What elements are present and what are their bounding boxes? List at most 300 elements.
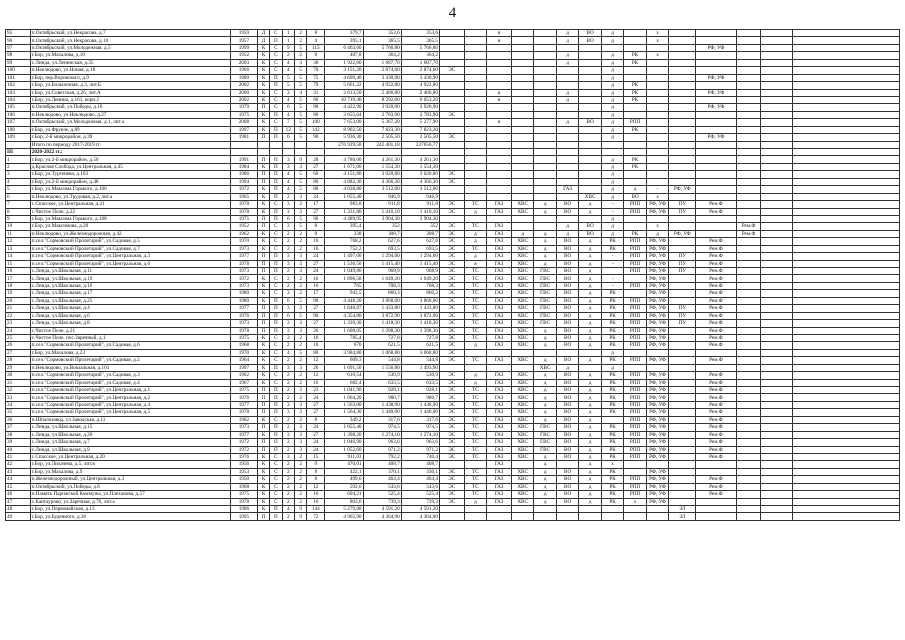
table-cell: 627,6 (401, 238, 439, 245)
table-cell: 4 (282, 178, 294, 185)
table-cell: 317,6 (363, 416, 401, 423)
table-cell: 26 (6, 342, 31, 349)
table-cell: п.сел."Сормовский Пролетарий", ул.Центральная, д.6 (30, 260, 230, 267)
table-cell: с.Линда, ул.Школьная, д.17 (30, 290, 230, 297)
table-cell: 2 (294, 334, 306, 341)
table-row (6, 134, 900, 141)
table-cell (669, 297, 696, 304)
table-cell: 106 (6, 111, 31, 118)
table-cell: 353,6 (401, 30, 439, 37)
table-cell: К (257, 506, 269, 513)
table-cell: ХВС (511, 260, 533, 267)
table-cell: Рем.Ф (696, 334, 736, 341)
table-cell: п.Октябрьский, ул.Некрасова, д.10 (30, 37, 230, 44)
table-cell: ЭС (439, 439, 464, 446)
table-cell: ХВС (511, 409, 533, 416)
table-cell: д (556, 89, 578, 96)
table-cell: РФ, УФ (646, 357, 668, 364)
table-cell: ТС (464, 468, 486, 475)
table-cell: г.Бор, ул.Махалова, д.9 (30, 468, 230, 475)
table-cell: д (464, 208, 486, 215)
table-cell (624, 37, 646, 44)
table-cell: с.Линда, ул.Школьная, д.4 (30, 305, 230, 312)
table-cell: ЭС (439, 453, 464, 460)
table-row (6, 282, 900, 289)
table-cell (646, 163, 668, 170)
table-cell: ВО (556, 387, 578, 394)
table-cell: 3 (282, 409, 294, 416)
table-cell: РФ, УФ (696, 44, 736, 51)
table-cell (792, 253, 899, 260)
table-cell (761, 476, 792, 483)
table-cell: 24 (307, 439, 325, 446)
table-cell (646, 149, 668, 156)
table-cell (601, 149, 623, 156)
table-cell (534, 59, 556, 66)
table-cell: ТС (464, 312, 486, 319)
table-cell: 2 (282, 498, 294, 505)
table-row (6, 387, 900, 394)
table-cell (792, 327, 899, 334)
table-cell: 785,4 (325, 334, 363, 341)
table-cell: П (257, 134, 269, 141)
table-cell: ЭС (439, 498, 464, 505)
table-cell: д (534, 394, 556, 401)
table-cell: д (601, 349, 623, 356)
table-cell: ХВС (511, 372, 533, 379)
table-cell: 3 (294, 193, 306, 200)
table-cell (464, 364, 486, 371)
table-cell (307, 149, 325, 156)
table-cell: РПП (624, 416, 646, 423)
table-cell (761, 379, 792, 386)
table-cell: 2 (282, 275, 294, 282)
table-cell: 9 (294, 156, 306, 163)
table-cell: ВО (556, 446, 578, 453)
table-cell: 17 (307, 201, 325, 208)
table-cell (601, 268, 623, 275)
table-cell: 2 (282, 268, 294, 275)
table-cell: 108 (6, 126, 31, 133)
table-cell (511, 126, 533, 133)
table-cell (624, 141, 646, 148)
table-cell (792, 201, 899, 208)
table-cell: п.Неклюдово, ул.Железнодорожная, д.42 (30, 230, 230, 237)
table-cell: ЭС (439, 483, 464, 490)
table-cell: д (579, 476, 601, 483)
table-cell (761, 491, 792, 498)
table-cell: РПП (624, 327, 646, 334)
table-cell: 12 (282, 126, 294, 133)
table-cell: ТС (464, 439, 486, 446)
table-row (6, 89, 900, 96)
table-cell: д (579, 268, 601, 275)
table-cell: С (270, 119, 282, 126)
table-cell (736, 119, 761, 126)
table-cell (579, 82, 601, 89)
table-cell: ЭС (439, 238, 464, 245)
table-cell (270, 149, 282, 156)
table-cell: 5 (294, 297, 306, 304)
table-cell: Рем.Ф (696, 245, 736, 252)
table-cell: 17 (307, 290, 325, 297)
table-cell (646, 126, 668, 133)
table-cell: х (624, 498, 646, 505)
table-cell: К (257, 334, 269, 341)
table-cell: д (556, 37, 578, 44)
table-cell: 379,7 (325, 30, 363, 37)
table-row (6, 327, 900, 334)
table-cell: 24 (307, 253, 325, 260)
table-cell: 2 (294, 416, 306, 423)
table-cell: ВО (556, 379, 578, 386)
table-cell: я (487, 96, 512, 103)
table-cell (282, 149, 294, 156)
table-cell (669, 74, 696, 81)
table-cell: ТС (464, 409, 486, 416)
table-cell (487, 186, 512, 193)
table-cell: К (257, 498, 269, 505)
table-cell (669, 387, 696, 394)
table-cell (511, 349, 533, 356)
table-cell: 407,8 (325, 52, 363, 59)
table-cell: 2020-2022 гг.: (30, 149, 230, 156)
table-cell (792, 468, 899, 475)
table-cell (736, 498, 761, 505)
table-cell: ТС (464, 387, 486, 394)
table-cell (761, 59, 792, 66)
table-cell (736, 201, 761, 208)
table-cell: 5 367,20 (363, 119, 401, 126)
table-cell (736, 37, 761, 44)
table-cell: 2 (294, 275, 306, 282)
table-cell: 971,2 (401, 446, 439, 453)
table-cell (624, 215, 646, 222)
table-cell: 1966 (230, 67, 257, 74)
table-cell: г.Бор, ул.Максима Горького, д.108 (30, 215, 230, 222)
table-cell: РПП (624, 394, 646, 401)
table-cell (511, 178, 533, 185)
table-cell: 1959 (230, 30, 257, 37)
table-cell: П (257, 178, 269, 185)
table-cell: 90 (307, 134, 325, 141)
table-cell: 7 653,00 (325, 119, 363, 126)
table-cell: П (270, 364, 282, 371)
table-cell (439, 126, 464, 133)
table-cell: 7 (6, 201, 31, 208)
table-cell (736, 208, 761, 215)
table-cell (579, 67, 601, 74)
table-cell: 1978 (230, 201, 257, 208)
table-cell: ВО (556, 305, 578, 312)
table-cell (511, 506, 533, 513)
table-cell: К (257, 372, 269, 379)
table-cell: 3 (294, 439, 306, 446)
table-cell: 3 (294, 431, 306, 438)
table-cell: 2 466,80 (401, 89, 439, 96)
table-cell: 3 (282, 89, 294, 96)
table-cell (761, 453, 792, 460)
table-cell: 2 (294, 453, 306, 460)
table-cell (601, 513, 623, 520)
table-row (6, 82, 900, 89)
table-cell: д (579, 312, 601, 319)
table-cell: 1 415,40 (401, 260, 439, 267)
table-cell: РФ, УФ (646, 394, 668, 401)
table-cell: д (579, 431, 601, 438)
table-cell: д (556, 230, 578, 237)
table-cell: 1 671,00 (325, 163, 363, 170)
table-cell (792, 230, 899, 237)
table-cell (534, 171, 556, 178)
table-cell: 100 (6, 67, 31, 74)
table-cell: РК (601, 245, 623, 252)
table-cell: ХВС (511, 483, 533, 490)
table-cell: 4 (282, 349, 294, 356)
table-cell: 1 438,90 (363, 401, 401, 408)
table-cell: 107 (6, 119, 31, 126)
table-cell: 26 (307, 364, 325, 371)
table-cell (487, 134, 512, 141)
table-cell: ГАЗ (487, 230, 512, 237)
table-cell (761, 372, 792, 379)
table-cell: ВО (556, 394, 578, 401)
table-cell (696, 141, 736, 148)
table-cell (696, 67, 736, 74)
table-cell: ГАЗ (487, 201, 512, 208)
table-cell: П (270, 394, 282, 401)
table-cell: ПУ (669, 320, 696, 327)
table-cell: Рем.Ф (696, 401, 736, 408)
table-cell (736, 387, 761, 394)
table-cell: ВО (556, 498, 578, 505)
table-cell: д (534, 372, 556, 379)
table-cell: 499,6 (325, 476, 363, 483)
table-cell (624, 149, 646, 156)
table-cell: П (270, 401, 282, 408)
table-cell (464, 156, 486, 163)
table-cell: 1973 (230, 424, 257, 431)
table-cell (669, 446, 696, 453)
table-cell: Рем.Ф (736, 223, 761, 230)
table-cell: 2 505,50 (363, 134, 401, 141)
table-cell: ПУ (669, 312, 696, 319)
table-cell: 95 (6, 30, 31, 37)
table-cell (556, 126, 578, 133)
table-cell: д (601, 30, 623, 37)
table-cell: 3 (294, 320, 306, 327)
table-cell: д (579, 260, 601, 267)
table-cell (646, 171, 668, 178)
table-cell: г.Бор, ул.2-й микрорайон, д.50 (30, 156, 230, 163)
table-cell: 317,6 (401, 416, 439, 423)
table-row (6, 208, 900, 215)
table-cell: 60 (307, 171, 325, 178)
table-cell: РФ, УФ (646, 416, 668, 423)
table-cell: РПП (624, 453, 646, 460)
table-cell: п.сел."Сормовский Пролетарий", ул.Центральная, д.5 (30, 409, 230, 416)
table-cell: д (601, 171, 623, 178)
table-cell: П (257, 253, 269, 260)
table-cell: 27 (307, 401, 325, 408)
table-cell: 142 (307, 126, 325, 133)
table-cell (669, 111, 696, 118)
table-cell: д (464, 372, 486, 379)
table-cell (696, 461, 736, 468)
table-cell: 2 (282, 52, 294, 59)
table-cell: с.Линда, ул.Школьная, д.25 (30, 297, 230, 304)
table-cell (439, 82, 464, 89)
table-cell: РПП (624, 491, 646, 498)
table-cell: 3 (294, 409, 306, 416)
table-cell: РК (601, 483, 623, 490)
table-cell: 1 564,30 (325, 409, 363, 416)
table-row (6, 401, 900, 408)
table-cell: с.Линда, ул.Школьная, д.19 (30, 275, 230, 282)
table-cell: К (257, 59, 269, 66)
table-cell: 21 (6, 305, 31, 312)
table-cell: К (257, 416, 269, 423)
table-cell: 3 151,20 (325, 67, 363, 74)
table-cell: 1 055,40 (325, 193, 363, 200)
table-cell: 1973 (230, 268, 257, 275)
table-cell (761, 67, 792, 74)
table-cell: РК (624, 96, 646, 103)
table-cell: Рем.Ф (696, 312, 736, 319)
table-cell: 4 261,30 (401, 156, 439, 163)
table-cell: ТС (464, 491, 486, 498)
table-cell: д (579, 372, 601, 379)
table-cell (792, 186, 899, 193)
table-cell (556, 506, 578, 513)
table-cell: д (556, 30, 578, 37)
table-cell: ТС (464, 275, 486, 282)
table-cell (696, 171, 736, 178)
table-cell: 16 (307, 275, 325, 282)
table-cell: 2 613,50 (325, 89, 363, 96)
table-cell: 3 (294, 208, 306, 215)
table-cell (736, 439, 761, 446)
table-cell (792, 357, 899, 364)
table-cell: С (270, 245, 282, 252)
table-cell: 2 (282, 476, 294, 483)
table-cell: П (270, 424, 282, 431)
table-cell: 2 (294, 461, 306, 468)
table-cell: П (270, 215, 282, 222)
table-cell: ВО (556, 253, 578, 260)
table-cell: ТС (464, 305, 486, 312)
table-cell: 237656,77 (401, 141, 439, 148)
table-cell: 1 (6, 156, 31, 163)
table-cell: 24 (307, 446, 325, 453)
table-cell: ТС (464, 424, 486, 431)
table-cell: 1 440,00 (363, 409, 401, 416)
table-cell: 2 (282, 394, 294, 401)
table-cell: 911,03 (325, 453, 363, 460)
table-cell: К (257, 379, 269, 386)
table-cell: С (270, 230, 282, 237)
table-cell: д (534, 387, 556, 394)
table-cell: К (257, 364, 269, 371)
table-cell (669, 498, 696, 505)
table-cell: 24 (307, 268, 325, 275)
table-cell: 103 (6, 89, 31, 96)
table-cell (792, 67, 899, 74)
table-cell: д (601, 59, 623, 66)
table-cell (487, 141, 512, 148)
table-cell: 2 (294, 342, 306, 349)
table-cell: 3 920,90 (401, 104, 439, 111)
table-cell: ЭС (439, 178, 464, 185)
table-cell (669, 394, 696, 401)
table-cell: 5 279,88 (325, 506, 363, 513)
table-cell: 2 (294, 372, 306, 379)
table-cell: 24 (307, 424, 325, 431)
table-cell: г.Бор, ул.Советская, д.26, лит.А (30, 89, 230, 96)
table-cell (792, 52, 899, 59)
table-cell: 1 649,20 (363, 275, 401, 282)
table-cell: п.сел."Сормовский Пролетарий", ул.Садовая, д.4 (30, 379, 230, 386)
table-cell (696, 149, 736, 156)
table-cell: х (646, 30, 668, 37)
table-cell: К (257, 275, 269, 282)
table-cell: РФ, УФ (646, 491, 668, 498)
table-cell: ГВС (534, 305, 556, 312)
table-cell: Рем.Ф (696, 416, 736, 423)
table-cell: 1 398,30 (363, 327, 401, 334)
table-cell (792, 245, 899, 252)
table-cell: д (579, 238, 601, 245)
table-cell (534, 30, 556, 37)
table-cell (792, 312, 899, 319)
table-cell: П (270, 297, 282, 304)
table-cell: 3 020,80 (363, 171, 401, 178)
table-cell: 983,8 (325, 201, 363, 208)
table-cell (792, 290, 899, 297)
table-row (6, 334, 900, 341)
table-cell (736, 424, 761, 431)
table-cell: 5 (294, 134, 306, 141)
table-cell (736, 186, 761, 193)
table-cell: 3 512,00 (363, 186, 401, 193)
table-cell: 6 (6, 193, 31, 200)
table-cell (646, 156, 668, 163)
table-cell (439, 104, 464, 111)
table-cell: 5 (294, 74, 306, 81)
table-cell: РПП (624, 297, 646, 304)
table-cell: 408,7 (401, 461, 439, 468)
table-cell: 2 (294, 394, 306, 401)
table-row (6, 201, 900, 208)
table-cell: ХВС (511, 327, 533, 334)
table-row (6, 491, 900, 498)
table-cell: РПП (624, 439, 646, 446)
table-cell (257, 149, 269, 156)
table-cell (696, 111, 736, 118)
table-cell (792, 506, 899, 513)
table-cell: ВО (556, 483, 578, 490)
table-cell: РФ, УФ (646, 424, 668, 431)
table-cell: 27 (307, 208, 325, 215)
table-cell: ГВС (534, 439, 556, 446)
table-cell (669, 30, 696, 37)
table-cell: д (534, 201, 556, 208)
table-cell: ГАЗ (487, 312, 512, 319)
table-cell: 8 (6, 208, 31, 215)
table-cell: 364,2 (401, 52, 439, 59)
table-cell (439, 74, 464, 81)
table-cell (646, 111, 668, 118)
